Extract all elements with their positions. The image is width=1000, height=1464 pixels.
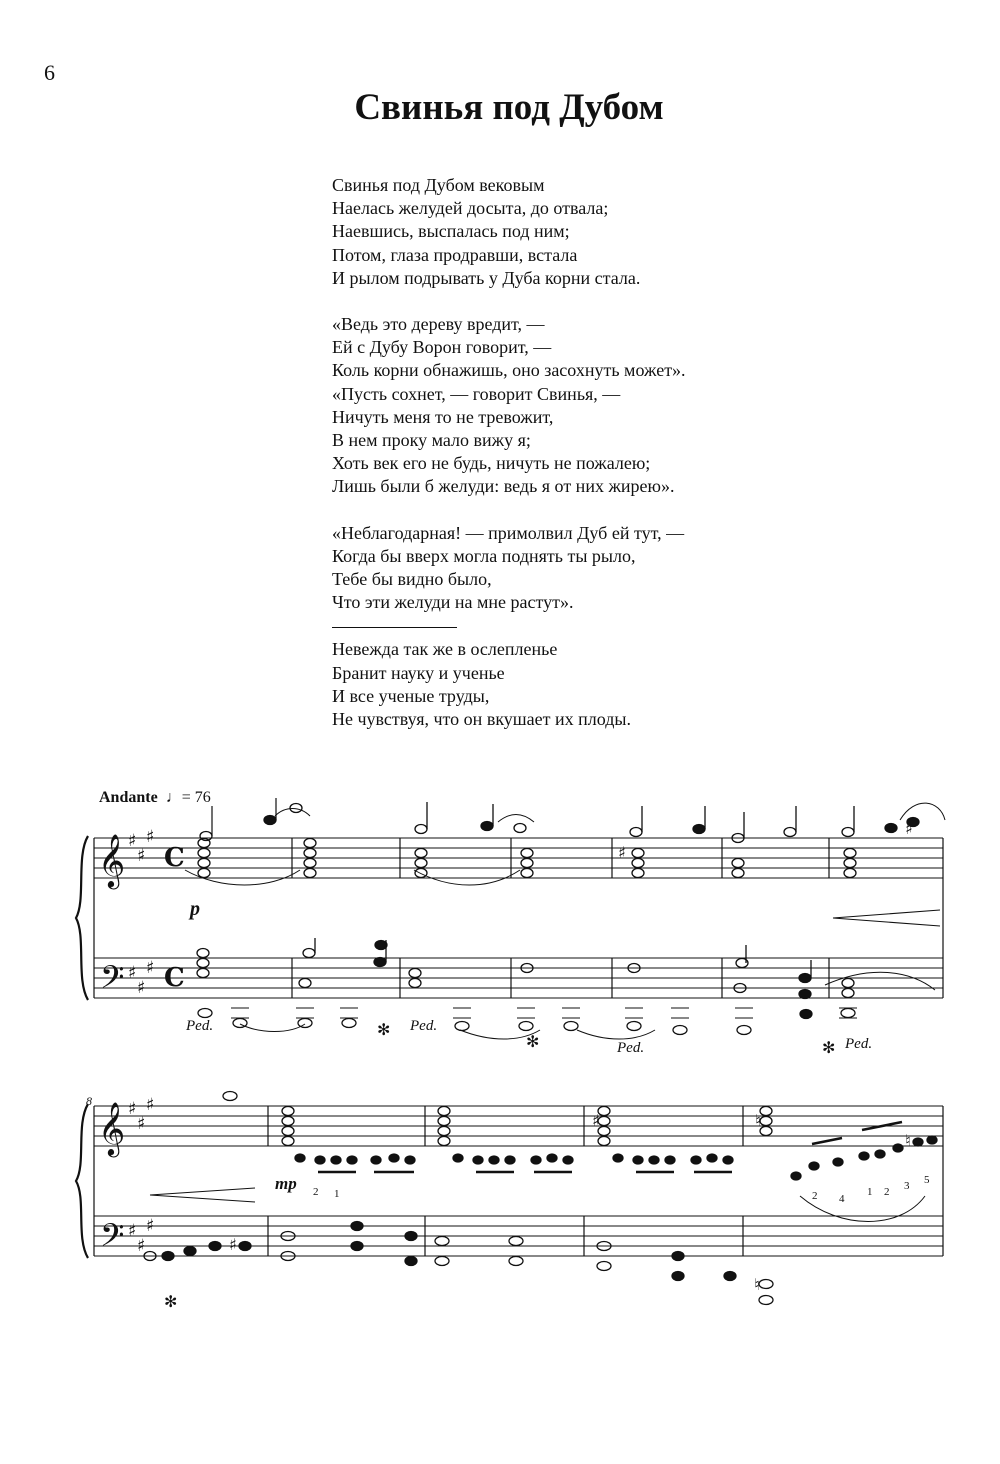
page-number: 6 — [44, 60, 55, 85]
poem-line: Потом, глаза продравши, встала — [332, 244, 578, 265]
pedal-release: ✻ — [822, 1040, 836, 1057]
fingering: 3 — [904, 1180, 910, 1192]
svg-text:♯: ♯ — [128, 1221, 137, 1241]
tie — [498, 815, 534, 823]
bass-clef-icon: 𝄢 — [100, 959, 125, 1003]
crescendo-hairpin — [150, 1188, 255, 1202]
fingering: 2 — [313, 1186, 319, 1198]
fingering: 4 — [839, 1193, 845, 1205]
sharp-icon: ♯ — [618, 843, 626, 862]
pedal-release: ✻ — [164, 1294, 178, 1311]
dynamic-mezzo-piano: mp — [275, 1174, 297, 1193]
tie — [577, 1030, 655, 1039]
barlines-system-1 — [94, 838, 943, 998]
treble-clef-icon: 𝄞 — [98, 1101, 126, 1155]
poem-line: Наевшись, выспалась под ним; — [332, 221, 570, 242]
poem-line: Хоть век его не будь, ничуть не пожалею; — [332, 453, 651, 474]
pedal-release: ✻ — [377, 1022, 391, 1039]
poem-line: «Пусть сохнет, — говорит Свинья, — — [332, 383, 621, 404]
bass-staff-system-2 — [94, 1216, 943, 1256]
fingering: 2 — [884, 1186, 890, 1198]
dynamic-piano: p — [190, 898, 200, 920]
sharp-icon: ♯ — [905, 819, 913, 838]
natural-icon: ♮ — [755, 1111, 761, 1130]
barlines-system-2 — [94, 1106, 943, 1256]
poem-line: «Неблагодарная! — примолвил Дуб ей тут, — — [332, 522, 685, 543]
poem-line: «Ведь это дереву вредит, — — [332, 314, 545, 335]
pedal-release: ✻ — [526, 1034, 540, 1051]
poem-line: И все ученые труды, — [332, 685, 490, 706]
slur — [900, 803, 945, 820]
sharp-icon: ♯ — [229, 1235, 237, 1254]
treble-clef-icon: 𝄞 — [98, 833, 126, 887]
key-signature-sharps — [128, 827, 154, 1256]
fingering: 1 — [867, 1186, 873, 1198]
tie — [240, 1024, 305, 1032]
poem-line: В нем проку мало вижу я; — [332, 430, 531, 451]
sharp-icon: ♯ — [592, 1111, 600, 1130]
crescendo-hairpin — [833, 910, 940, 926]
noteheads — [144, 798, 937, 1305]
poem-line: Что эти желуди на мне растут». — [332, 592, 574, 613]
pedal-marking: Ped. — [186, 1018, 214, 1034]
pedal-marking: Ped. — [410, 1018, 438, 1034]
svg-text:♯: ♯ — [128, 963, 137, 983]
brace — [76, 836, 88, 1000]
fingering: 1 — [334, 1188, 340, 1200]
fingering: 2 — [812, 1190, 818, 1202]
svg-text:♯: ♯ — [146, 1095, 155, 1115]
svg-text:♯: ♯ — [137, 1236, 146, 1256]
svg-text:♯: ♯ — [146, 958, 155, 978]
svg-text:♯: ♯ — [137, 978, 146, 998]
pedal-marking: Ped. — [617, 1040, 645, 1056]
poem-line: Коль корни обнажишь, оно засохнуть может». — [332, 360, 686, 381]
tie — [460, 1030, 540, 1039]
quarter-note-icon: ♩ — [161, 789, 182, 806]
measure-number: 8 — [86, 1094, 92, 1108]
page-title: Свинья под Дубом — [354, 87, 664, 128]
svg-text:♯: ♯ — [146, 1216, 155, 1236]
poem-line: Ей с Дубу Ворон говорит, — — [332, 337, 552, 358]
poem-line: Свинья под Дубом вековым — [332, 175, 545, 195]
metronome-value: = 76 — [181, 789, 211, 806]
poem-line: Лишь были б желуди: ведь я от них жирею». — [332, 476, 675, 497]
poem-line: Бранит науку и ученье — [332, 662, 505, 683]
svg-text:♯: ♯ — [128, 1099, 137, 1119]
bass-clef-icon: 𝄢 — [100, 1217, 125, 1261]
tempo-text: Andante — [99, 789, 158, 806]
svg-text:♯: ♯ — [137, 846, 146, 866]
treble-staff-system-1 — [94, 838, 943, 878]
poem-line: Невежда так же в ослепленье — [332, 639, 558, 660]
common-time-icon: C — [164, 963, 185, 993]
fingering: 5 — [924, 1174, 930, 1186]
poem-line: Когда бы вверх могла поднять ты рыло, — [332, 545, 636, 566]
poem-line: Ничуть меня то не тревожит, — [332, 406, 554, 427]
eighth-notes-m9 — [295, 1136, 937, 1180]
poem-line: Тебе бы видно было, — [332, 569, 492, 590]
pedal-marking: Ped. — [845, 1036, 873, 1052]
poem-line: И рылом подрывать у Дуба корни стала. — [332, 267, 641, 288]
common-time-icon: C — [164, 843, 185, 873]
natural-icon: ♮ — [905, 1131, 911, 1150]
svg-text:♯: ♯ — [146, 827, 155, 847]
brace — [76, 1104, 88, 1258]
bass-staff-system-1 — [94, 958, 943, 998]
svg-text:♯: ♯ — [137, 1114, 146, 1134]
natural-icon: ♮ — [754, 1275, 760, 1294]
svg-text:♯: ♯ — [128, 831, 137, 851]
treble-staff-system-2 — [94, 1106, 943, 1146]
poem-line: Не чувствуя, что он вкушает их плоды. — [332, 709, 631, 730]
poem-line: Наелась желудей досыта, до отвала; — [332, 198, 609, 219]
tie — [825, 972, 935, 990]
slur — [800, 1196, 925, 1222]
